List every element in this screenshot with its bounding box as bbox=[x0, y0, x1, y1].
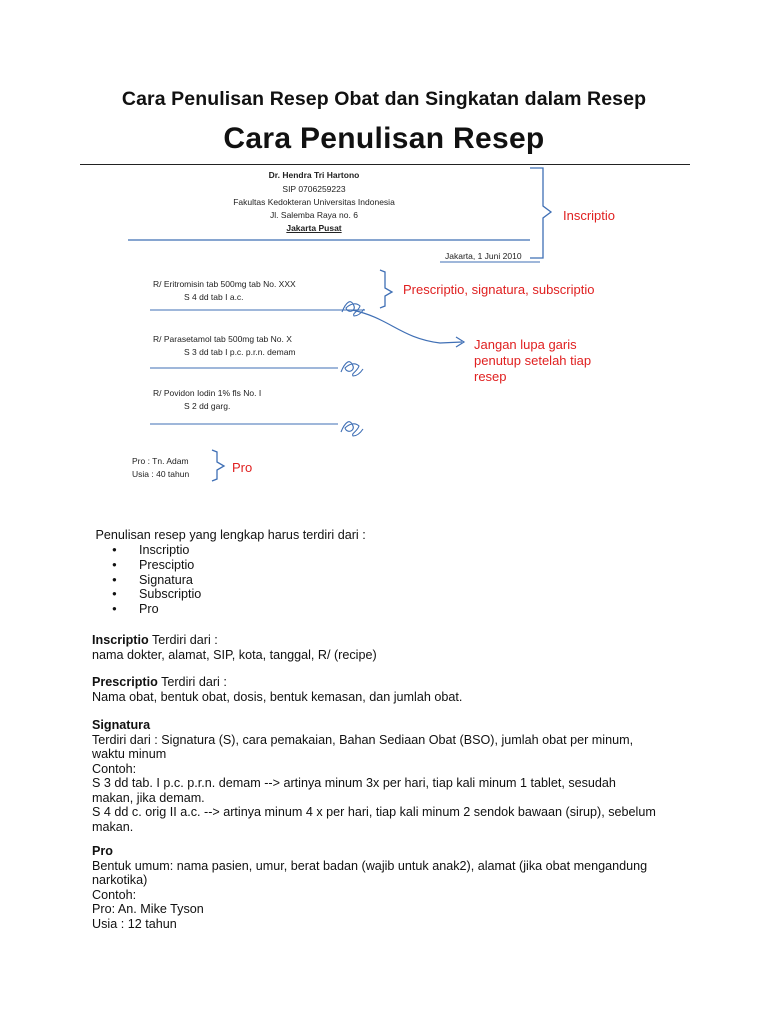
section-line: Usia : 12 tahun bbox=[92, 916, 177, 931]
doctor-sip: SIP 0706259223 bbox=[282, 184, 346, 194]
intro-text: Penulisan resep yang lengkap harus terdiri dari : bbox=[92, 528, 366, 542]
label-pro: Pro bbox=[232, 460, 253, 475]
section-line: nama dokter, alamat, SIP, kota, tanggal, R/ (recipe) bbox=[92, 647, 377, 662]
pro-patient: Pro : Tn. Adam bbox=[132, 456, 189, 466]
section-signatura bbox=[92, 718, 692, 834]
label-note-line1: Jangan lupa garis bbox=[474, 337, 577, 352]
section-prescriptio bbox=[92, 675, 692, 704]
section-heading: Inscriptio bbox=[92, 633, 149, 647]
section-line: Contoh: bbox=[92, 887, 137, 902]
prescription-date: Jakarta, 1 Juni 2010 bbox=[445, 251, 522, 261]
section-line: Terdiri dari : Signatura (S), cara pemakaian, Bahan Sediaan Obat (BSO), jumlah obat per minum, bbox=[92, 732, 634, 747]
prescription-2-drug: R/ Parasetamol tab 500mg tab No. X bbox=[153, 334, 292, 344]
components-list bbox=[112, 543, 201, 617]
document-title: Cara Penulisan Resep Obat dan Singkatan dalam Resep bbox=[121, 88, 647, 110]
label-prescriptio: Prescriptio, signatura, subscriptio bbox=[403, 282, 595, 297]
section-line: waktu minum bbox=[92, 747, 167, 761]
list-item: ● Presciptio bbox=[112, 558, 201, 573]
section-line: makan, jika demam. bbox=[92, 790, 205, 805]
section-line: narkotika) bbox=[92, 873, 148, 887]
list-item: ● Subscriptio bbox=[112, 587, 201, 602]
label-inscriptio: Inscriptio bbox=[563, 208, 616, 223]
section-heading: Prescriptio bbox=[92, 675, 158, 689]
prescription-3-drug: R/ Povidon Iodin 1% fls No. I bbox=[153, 388, 262, 398]
list-item: ● Signatura bbox=[112, 573, 201, 588]
doctor-street: Jl. Salemba Raya no. 6 bbox=[270, 210, 358, 220]
inscriptio-bracket bbox=[530, 168, 551, 258]
pro-bracket bbox=[212, 450, 224, 481]
prescription-3-sig: S 2 dd garg. bbox=[184, 401, 231, 411]
signature-1 bbox=[342, 302, 364, 316]
figure-drawing bbox=[0, 0, 768, 500]
doctor-faculty: Fakultas Kedokteran Universitas Indonesia bbox=[233, 197, 395, 207]
note-arrow bbox=[352, 310, 462, 343]
section-line: Pro: An. Mike Tyson bbox=[92, 902, 204, 916]
pro-age: Usia : 40 tahun bbox=[132, 469, 190, 479]
list-item: ● Pro bbox=[112, 602, 201, 617]
prescriptio-bracket bbox=[380, 270, 392, 308]
section-line: S 4 dd c. orig II a.c. --> artinya minum 4 x per hari, tiap kali minum 2 sendok bawaan (sirup), sebelum bbox=[92, 805, 656, 819]
signature-3 bbox=[341, 422, 363, 436]
section-lead: Terdiri dari : bbox=[148, 633, 218, 647]
section-heading: Signatura bbox=[92, 718, 151, 732]
doctor-name: Dr. Hendra Tri Hartono bbox=[268, 170, 360, 180]
figure-title: Cara Penulisan Resep bbox=[223, 122, 545, 155]
label-note-line3: resep bbox=[474, 369, 507, 384]
doctor-city: Jakarta Pusat bbox=[286, 223, 342, 233]
signature-2 bbox=[341, 362, 363, 376]
section-inscriptio bbox=[92, 633, 692, 662]
section-pro bbox=[92, 844, 692, 931]
section-lead: Terdiri dari : bbox=[157, 675, 227, 689]
section-line: S 3 dd tab. I p.c. p.r.n. demam --> artinya minum 3x per hari, tiap kali minum 1 tablet, sesudah bbox=[92, 776, 616, 790]
prescription-1-sig: S 4 dd tab I a.c. bbox=[184, 292, 244, 302]
section-heading: Pro bbox=[92, 844, 113, 858]
prescription-1-drug: R/ Eritromisin tab 500mg tab No. XXX bbox=[153, 279, 296, 289]
prescription-2-sig: S 3 dd tab I p.c. p.r.n. demam bbox=[184, 347, 296, 357]
list-item: ● Inscriptio bbox=[112, 543, 201, 558]
section-line: Bentuk umum: nama pasien, umur, berat badan (wajib untuk anak2), alamat (jika obat mengandung bbox=[92, 858, 648, 873]
label-note-line2: penutup setelah tiap bbox=[474, 353, 592, 368]
section-line: Nama obat, bentuk obat, dosis, bentuk kemasan, dan jumlah obat. bbox=[92, 689, 463, 704]
section-line: Contoh: bbox=[92, 761, 137, 776]
section-line: makan. bbox=[92, 819, 134, 834]
